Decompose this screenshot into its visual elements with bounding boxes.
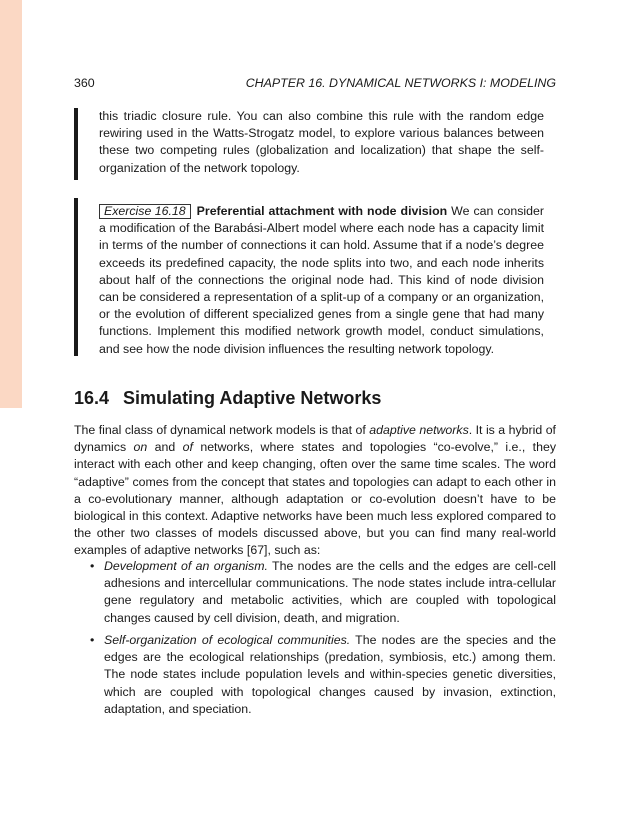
exercise-title: Preferential attachment with node division [196,204,448,218]
bullet-text: The nodes are the cells and the edges are cell-cell adhesions and intercellular communications. The node states include intra-cellular gene regulatory and metabolic activities, which are coupled with topological changes caused by cell division, death, and migration. [104,559,556,625]
intro-text-3: and [147,440,183,455]
margin-bar-exercise [74,198,78,356]
chapter-title: CHAPTER 16. DYNAMICAL NETWORKS I: MODELING [245,76,556,90]
page-number: 360 [74,76,95,90]
list-item [90,632,556,718]
intro-text-2: . It is a hybrid of dynamics [74,423,556,455]
bullet-marker: • [90,633,95,647]
continued-exercise-text: this triadic closure rule. You can also combine this rule with the random edge rewiring used in the Watts-Strogatz model, to explore various balances between these two competing rules (globalization and localization) that shape the self-organization of the network topology. [99,109,544,175]
exercise-label: Exercise 16.18 [99,204,191,219]
section-heading [74,386,381,410]
running-header [74,76,556,92]
intro-paragraph [74,422,556,560]
section-title: Simulating Adaptive Networks [123,388,382,408]
intro-emphasis-adaptive: adaptive networks [369,423,469,437]
section-number: 16.4 [74,388,110,408]
intro-emphasis-on: on [133,440,148,455]
bullet-title: Self-organization of ecological communities. [104,633,351,647]
intro-text-1: The final class of dynamical network models is that of [74,423,370,437]
bullet-marker: • [90,559,95,573]
page-edge-strip [0,0,22,408]
margin-bar-continued [74,108,78,180]
exercise-block [99,203,544,358]
intro-text-4: networks, where states and topologies “co-evolve,” i.e., they interact with each other and keep changing, often over the same time scales. The word “adaptive” comes from the concept that states and topologies can adapt to each other in a co-evolutionary manner, although adaptation or co-evolution doesn’t have to be biological in this context. Adaptive networks have been much less explored compared to the other two classes of models discussed above, but you can find many real-world examples of adaptive networks [67], such as: [74,440,556,558]
bullet-text: The nodes are the species and the edges are the ecological relationships (predation, symbiosis, etc.) among them. The node states include population levels and within-species genetic diversities, which are coupled with topological changes caused by invasion, extinction, adaptation, and speciation. [104,633,556,716]
list-item [90,558,556,627]
intro-emphasis-of: of [182,440,193,455]
bullet-title: Development of an organism. [104,559,268,573]
exercise-text: We can consider a modification of the Barabási-Albert model where each node has a capacity limit in terms of the number of connections it can hold. Assume that if a node’s degree exceeds its predefined capacity, the node splits into two, and each node inherits about half of the connections the original node had. This kind of node division can be considered a representation of a split-up of a company or an organization, or the evolution of different specialized genes from a single gene that had many functions. Implement this modified network growth model, conduct simulations, and see how the node division influences the resulting network topology. [99,204,544,356]
